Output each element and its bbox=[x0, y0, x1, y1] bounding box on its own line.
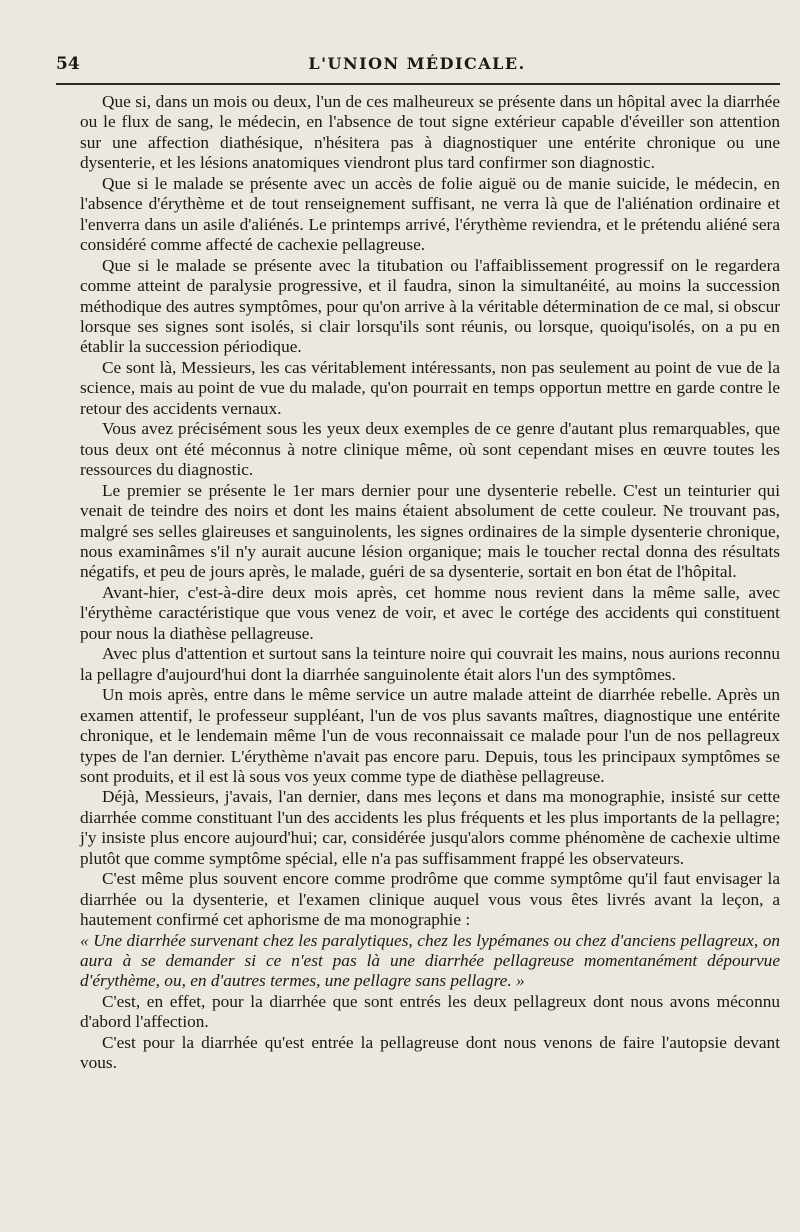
header-rule bbox=[56, 83, 780, 85]
paragraph: C'est pour la diarrhée qu'est entrée la pellagreuse dont nous venons de faire l'autopsie devant vous. bbox=[80, 1032, 780, 1073]
article-body bbox=[80, 92, 780, 1074]
page-number: 54 bbox=[56, 54, 80, 74]
paragraph: C'est même plus souvent encore comme prodrôme que comme symptôme qu'il faut envisager la diarrhée ou la dysenterie, et l'examen clinique auquel vous vous êtes livrés avant la leçon, a hautement confirmé cet aphorisme de ma monographie : bbox=[80, 869, 780, 930]
paragraph: Un mois après, entre dans le même service un autre malade atteint de diarrhée rebelle. Après un examen attentif, le professeur suppléant, l'un de vos plus savants maîtres, diagnostique une entérite chronique, et le lendemain même l'un de vous reconnaissait ce malade pour l'un de nos pellagreux types de l'an dernier. L'érythème n'avait pas encore paru. Depuis, tous les principaux symptômes se sont produits, et il est là sous vos yeux comme type de diathèse pellagreuse. bbox=[80, 685, 780, 786]
paragraph: Le premier se présente le 1er mars dernier pour une dysenterie rebelle. C'est un teinturier qui venait de teindre des noirs et dont les mains étaient absolument de cette couleur. Ne trouvant pas, malgré ses selles glaireuses et sanguinolents, les signes ordinaires de la simple dysenterie chronique, nous examinâmes s'il n'y aurait aucune lésion organique; mais le toucher rectal donna des résultats négatifs, et peu de jours après, le malade, guéri de sa dysenterie, sortait en bon état de l'hôpital. bbox=[80, 480, 780, 582]
paragraph: Déjà, Messieurs, j'avais, l'an dernier, dans mes leçons et dans ma monographie, insisté sur cette diarrhée comme constituant l'un des accidents les plus fréquents et les plus importants de la pellagre; j'y insiste plus encore aujourd'hui; car, considérée jusqu'alors comme phénomène de cachexie ultime plutôt que comme symptôme spécial, elle n'a pas suffisamment frappé les observateurs. bbox=[80, 787, 780, 868]
paragraph: Vous avez précisément sous les yeux deux exemples de ce genre d'autant plus remarquables, que tous deux ont été méconnus à notre clinique même, où sont cependant mises en œuvre toutes les ressources du diagnostic. bbox=[80, 419, 780, 480]
paragraph: Avant-hier, c'est-à-dire deux mois après, cet homme nous revient dans la même salle, avec l'érythème caractéristique que vous venez de voir, et avec le cortége des accidents qui constituent pour nous la diathèse pellagreuse. bbox=[80, 582, 780, 643]
journal-title: L'UNION MÉDICALE. bbox=[308, 54, 526, 73]
paragraph: C'est, en effet, pour la diarrhée que sont entrés les deux pellagreux dont nous avons méconnu d'abord l'affection. bbox=[80, 991, 780, 1032]
paragraph: Que si le malade se présente avec la titubation ou l'affaiblissement progressif on le regardera comme atteint de paralysie progressive, et il faudra, sinon la simultanéité, au moins la succession méthodique des autres symptômes, pour qu'on arrive à la véritable détermination de ce mal, si obscur lorsque ses signes sont isolés, si clair lorsqu'ils sont réunis, ou lorsque, quoiqu'isolés, on a pu en établir la succession périodique. bbox=[80, 255, 780, 357]
paragraph: Que si, dans un mois ou deux, l'un de ces malheureux se présente dans un hôpital avec la diarrhée ou le flux de sang, le médecin, en l'absence de tout signe extérieur capable d'éveiller son attention sur une affection diathésique, n'hésitera pas à diagnostiquer une entérite chronique ou une dysenterie, et les lésions anatomiques viendront plus tard confirmer son diagnostic. bbox=[80, 92, 780, 173]
paragraph: Avec plus d'attention et surtout sans la teinture noire qui couvrait les mains, nous aurions reconnu la pellagre d'aujourd'hui dont la diarrhée sanguinolente était alors l'un des symptômes. bbox=[80, 644, 780, 684]
paragraph: Ce sont là, Messieurs, les cas véritablement intéressants, non pas seulement au point de vue de la science, mais au point de vue du malade, qu'on pourrait en temps opportun mettre en garde contre le retour des accidents vernaux. bbox=[80, 357, 780, 418]
monograph-quote: « Une diarrhée survenant chez les paralytiques, chez les lypémanes ou chez d'anciens pellagreux, on aura à se demander si ce n'est pas là une diarrhée pellagreuse momentanément dépourvue d'érythème, ou, en d'autres termes, une pellagre sans pellagre. » bbox=[80, 930, 780, 991]
paragraph: Que si le malade se présente avec un accès de folie aiguë ou de manie suicide, le médecin, en l'absence d'érythème et de tout renseignement suffisant, ne verra là que de l'aliénation ordinaire et l'enverra dans un asile d'aliénés. Le printemps arrivé, l'érythème reviendra, et le prétendu aliéné sera considéré comme affecté de cachexie pellagreuse. bbox=[80, 173, 780, 255]
running-header bbox=[56, 48, 778, 76]
